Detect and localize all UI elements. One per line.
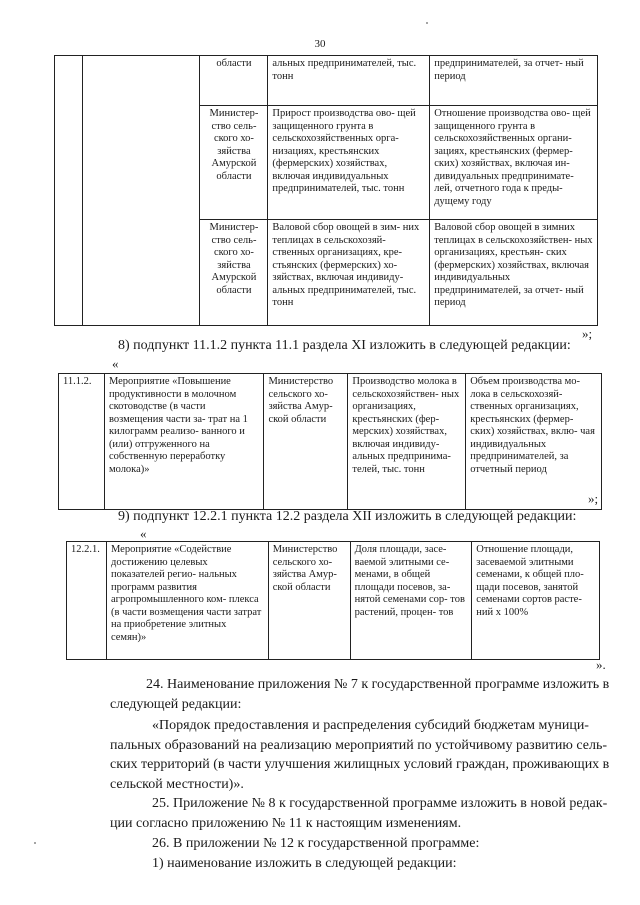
item-number-cell: 11.1.2.: [59, 374, 105, 510]
table3-end-mark: ».: [596, 657, 606, 672]
paragraph-24-line-1: 24. Наименование приложения № 7 к государственной программе изложить в: [146, 677, 610, 692]
formula-cell: Отношение площади, засеваемой элитными семенами, к общей пло- щади посевов, занятой семенами сортов расте- ний х 100%: [472, 542, 600, 660]
indicator-cell: Производство молока в сельскохозяйствен- ных организациях, крестьянских (фер- мерских) хозяйствах, включая индивиду- альных предпринима- телей, тыс. тонн: [348, 374, 466, 510]
measure-cell: Мероприятие «Повышение продуктивности в молочном скотоводстве (в части возмещения части за- трат на 1 килограмм реализо- ванного и (или) отгруженного на собственную переработку молока)»: [104, 374, 264, 510]
table2-end-mark: »;: [588, 491, 599, 506]
paragraph-26-item-1: 1) наименование изложить в следующей редакции:: [152, 856, 457, 871]
indicators-table-continuation: [54, 55, 598, 326]
paragraph-25-line-1: 25. Приложение № 8 к государственной программе изложить в новой редак-: [152, 796, 608, 811]
formula-cell: Объем производства мо- лока в сельскохозяй- ственных организациях, крестьянских (фермер- ских) хозяйствах, вклю- чая индивидуальных предпринимателей, за отчетный период: [466, 374, 602, 510]
quote-line-4: сельской местности)».: [110, 777, 244, 792]
ministry-cell: Министер- ство сель- ского хо- зяйства Амурской области: [200, 106, 268, 220]
indicator-cell: Прирост производства ово- щей защищенного грунта в сельскохозяйственных орга- низациях, крестьянских (фермерских) хозяйствах, включая индивидуальных предпринимателей, тыс. тонн: [268, 106, 430, 220]
open-quote-2: «: [140, 526, 147, 541]
measure-cell: Мероприятие «Содействие достижению целевых показателей регио- нальных программ развития агропромышленного ком- плекса (в части возмещения части затрат на приобретение элитных семян)»: [106, 542, 268, 660]
formula-cell: Отношение производства ово- щей защищенного грунта в сельскохозяйственных органи- зациях, крестьянских (фермер- ских) хозяйствах, включая ин- дивидуальных предпринимате- лей, отчетного года к преды- дущему году: [430, 106, 598, 220]
empty-cell: [55, 56, 83, 326]
indicator-cell: Доля площади, засе- ваемой элитными се- менами, в общей площади посевов, за- нятой семенами сор- тов растений, процен- тов: [350, 542, 472, 660]
table-row: [59, 374, 602, 510]
ministry-cell: Министер- ство сель- ского хо- зяйства Амурской области: [200, 220, 268, 326]
empty-cell: [82, 56, 200, 326]
indicator-cell: альных предпринимателей, тыс. тонн: [268, 56, 430, 106]
quote-line-1: «Порядок предоставления и распределения субсидий бюджетам муници-: [152, 718, 589, 733]
paragraph-9: 9) подпункт 12.2.1 пункта 12.2 раздела XII изложить в следующей редакции:: [118, 509, 577, 524]
measure-table-11-1-2: [58, 373, 602, 510]
paragraph-26: 26. В приложении № 12 к государственной программе:: [152, 836, 480, 851]
scan-speck: [426, 22, 428, 24]
formula-cell: Валовой сбор овощей в зимних теплицах в сельскохозяйствен- ных организациях, крестьян- ских (фермерских) хозяйствах, включая индивидуальных предпринимателей, за отчет- ный период: [430, 220, 598, 326]
ministry-cell: области: [200, 56, 268, 106]
ministry-cell: Министерство сельского хо- зяйства Амур- ской области: [268, 542, 350, 660]
measure-table-12-2-1: [66, 541, 600, 660]
scan-speck: [34, 842, 36, 844]
table-row: [55, 56, 598, 106]
paragraph-8: 8) подпункт 11.1.2 пункта 11.1 раздела XI изложить в следующей редакции:: [118, 338, 571, 353]
quote-line-3: ских территорий (в части улучшения жилищных условий граждан, проживающих в: [110, 757, 610, 772]
indicator-cell: Валовой сбор овощей в зим- них теплицах в сельскохозяй- ственных организациях, кре- стьянских (фермерских) хо- зяйствах, включая индивиду- альных предпринимателей, тыс. тонн: [268, 220, 430, 326]
table-row: [67, 542, 600, 660]
table1-end-mark: »;: [582, 326, 593, 341]
formula-cell: предпринимателей, за отчет- ный период: [430, 56, 598, 106]
paragraph-24-line-2: следующей редакции:: [110, 697, 242, 712]
item-number-cell: 12.2.1.: [67, 542, 107, 660]
quote-line-2: пальных образований на реализацию мероприятий по устойчивому развитию сель-: [110, 738, 608, 753]
ministry-cell: Министерство сельского хо- зяйства Амур- ской области: [264, 374, 348, 510]
open-quote: «: [112, 356, 119, 371]
page-number: 30: [314, 38, 326, 50]
paragraph-25-line-2: ции согласно приложению № 11 к настоящим изменениям.: [110, 816, 462, 831]
